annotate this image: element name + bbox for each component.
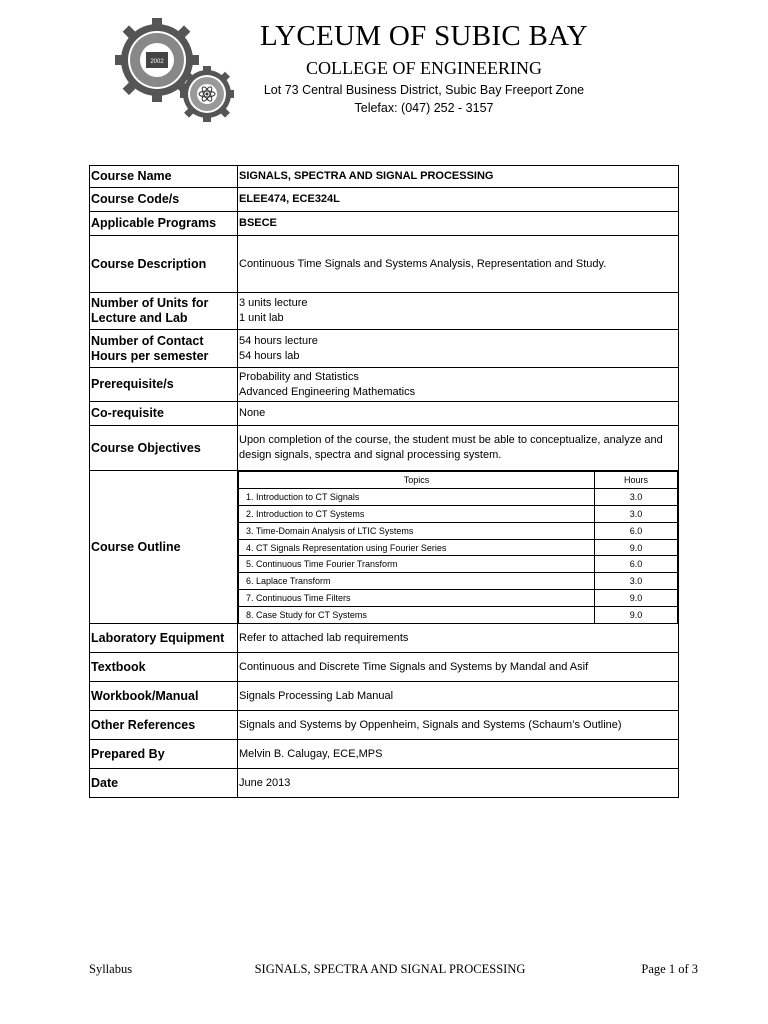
topic-name: 7. Continuous Time Filters — [239, 590, 595, 607]
topic-row — [239, 607, 678, 623]
topic-row — [239, 573, 678, 590]
outline-label: Course Outline — [90, 471, 238, 624]
row-course-code — [90, 188, 679, 212]
units-value — [238, 293, 679, 330]
lab-equipment-label: Laboratory Equipment — [90, 624, 238, 653]
school-name: LYCEUM OF SUBIC BAY — [259, 20, 589, 52]
topic-name: 3. Time-Domain Analysis of LTIC Systems — [239, 522, 595, 539]
row-references — [90, 711, 679, 740]
units-value-line1: 3 units lecture — [239, 297, 308, 309]
programs-label: Applicable Programs — [90, 212, 238, 236]
row-corequisite — [90, 402, 679, 426]
topic-hours: 6.0 — [595, 556, 678, 573]
topic-row — [239, 505, 678, 522]
course-name-value: SIGNALS, SPECTRA AND SIGNAL PROCESSING — [238, 166, 679, 188]
row-outline — [90, 471, 679, 624]
objectives-line1: Upon completion of the course, the student must be able to conceptualize, analyze and — [239, 434, 663, 446]
lab-equipment-value: Refer to attached lab requirements — [238, 624, 679, 653]
row-contact-hours — [90, 330, 679, 368]
school-telefax: Telefax: (047) 252 - 3157 — [354, 101, 494, 115]
topics-table — [238, 471, 678, 623]
topic-row — [239, 522, 678, 539]
topic-name: 4. CT Signals Representation using Fourier Series — [239, 539, 595, 556]
school-address: Lot 73 Central Business District, Subic Bay Freeport Zone — [263, 83, 585, 97]
topic-hours: 3.0 — [595, 505, 678, 522]
contact-hours-label-line1: Number of Contact — [91, 333, 204, 348]
prerequisites-value — [238, 368, 679, 402]
topics-header — [239, 472, 678, 489]
references-value: Signals and Systems by Oppenheim, Signals and Systems (Schaum’s Outline) — [238, 711, 679, 740]
row-lab-equipment — [90, 624, 679, 653]
row-prepared-by — [90, 740, 679, 769]
hours-col-header: Hours — [595, 472, 678, 489]
footer-course-title: SIGNALS, SPECTRA AND SIGNAL PROCESSING — [254, 962, 526, 976]
prerequisite-2: Advanced Engineering Mathematics — [239, 385, 416, 398]
textbook-value: Continuous and Discrete Time Signals and Systems by Mandal and Asif — [238, 653, 679, 682]
svg-text:2002: 2002 — [150, 59, 164, 65]
description-label: Course Description — [90, 236, 238, 293]
topic-name: 6. Laplace Transform — [239, 573, 595, 590]
prerequisite-1: Probability and Statistics — [239, 370, 359, 383]
row-workbook — [90, 682, 679, 711]
college-name: COLLEGE OF ENGINEERING — [306, 58, 542, 78]
topic-name: 1. Introduction to CT Signals — [239, 488, 595, 505]
date-value: June 2013 — [238, 769, 679, 798]
topic-hours: 9.0 — [595, 607, 678, 623]
row-prerequisites — [90, 368, 679, 402]
prepared-by-value: Melvin B. Calugay, ECE,MPS — [238, 740, 679, 769]
description-value: Continuous Time Signals and Systems Analysis, Representation and Study. — [238, 236, 679, 293]
units-label — [90, 293, 238, 330]
topic-name: 8. Case Study for CT Systems — [239, 607, 595, 623]
row-units — [90, 293, 679, 330]
objectives-label: Course Objectives — [90, 426, 238, 471]
topic-hours: 6.0 — [595, 522, 678, 539]
units-label-line2: Lecture and Lab — [91, 311, 188, 325]
row-description — [90, 236, 679, 293]
corequisite-value: None — [238, 402, 679, 426]
topic-name: 5. Continuous Time Fourier Transform — [239, 556, 595, 573]
course-code-value: ELEE474, ECE324L — [238, 188, 679, 212]
workbook-value: Signals Processing Lab Manual — [238, 682, 679, 711]
references-label: Other References — [90, 711, 238, 740]
objectives-value — [238, 426, 679, 471]
course-name-label: Course Name — [90, 166, 238, 188]
objectives-line2: design signals, spectra and signal processing system. — [239, 449, 502, 461]
contact-hours-label — [90, 330, 238, 368]
topic-row — [239, 539, 678, 556]
topic-row — [239, 488, 678, 505]
textbook-label: Textbook — [90, 653, 238, 682]
workbook-label: Workbook/Manual — [90, 682, 238, 711]
topics-col-header: Topics — [239, 472, 595, 489]
contact-hours-value-line2: 54 hours lab — [239, 349, 300, 362]
syllabus-table — [89, 165, 679, 798]
topic-hours: 3.0 — [595, 488, 678, 505]
row-programs — [90, 212, 679, 236]
corequisite-label: Co-requisite — [90, 402, 238, 426]
contact-hours-value — [238, 330, 679, 368]
prepared-by-label: Prepared By — [90, 740, 238, 769]
row-textbook — [90, 653, 679, 682]
outline-cell — [238, 471, 679, 624]
footer-doc-type: Syllabus — [89, 962, 133, 976]
prerequisites-label: Prerequisite/s — [90, 368, 238, 402]
topic-hours: 3.0 — [595, 573, 678, 590]
topic-row — [239, 590, 678, 607]
units-value-line2: 1 unit lab — [239, 312, 284, 324]
row-course-name — [90, 166, 679, 188]
date-label: Date — [90, 769, 238, 798]
contact-hours-label-line2: Hours per semester — [91, 348, 209, 363]
topic-name: 2. Introduction to CT Systems — [239, 505, 595, 522]
row-objectives — [90, 426, 679, 471]
row-date — [90, 769, 679, 798]
topic-hours: 9.0 — [595, 539, 678, 556]
footer-page-number: Page 1 of 3 — [641, 962, 698, 976]
course-code-label: Course Code/s — [90, 188, 238, 212]
units-label-line1: Number of Units for — [91, 296, 209, 310]
programs-value: BSECE — [238, 212, 679, 236]
contact-hours-value-line1: 54 hours lecture — [239, 334, 318, 347]
topic-row — [239, 556, 678, 573]
topic-hours: 9.0 — [595, 590, 678, 607]
